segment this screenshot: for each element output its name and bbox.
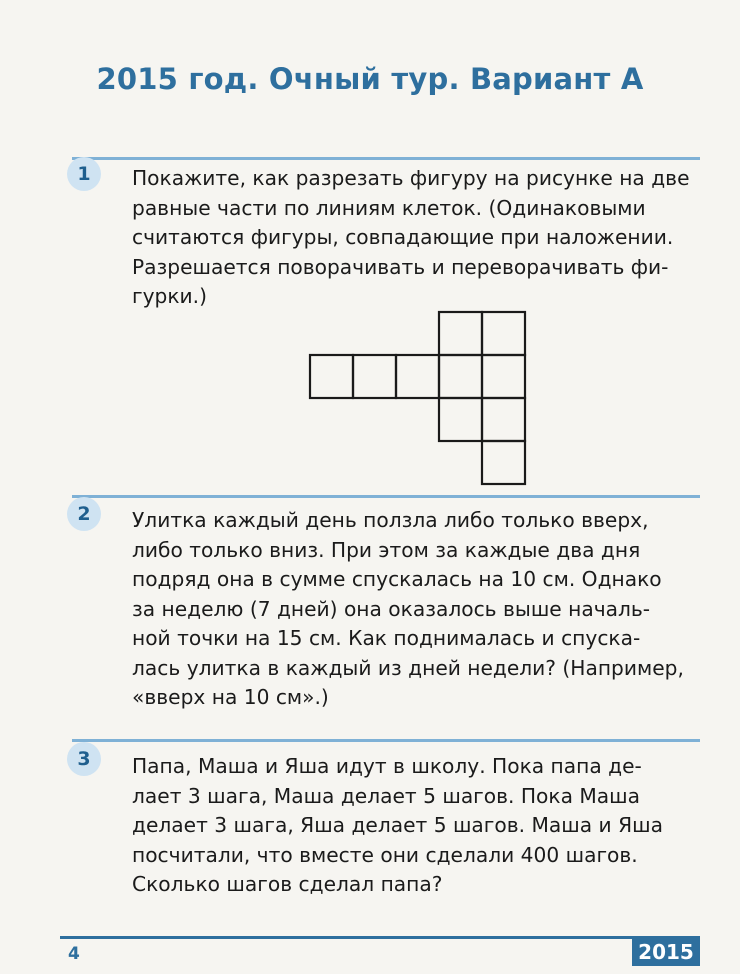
problem-2-line: «вверх на 10 см».) [132,685,329,709]
problem-2-line: Улитка каждый день ползла либо только вверх, [132,508,649,532]
problem-2-line: лась улитка в каждый из дней недели? (Например, [132,655,684,680]
problem-1-line: считаются фигуры, совпадающие при наложении. [132,225,674,249]
grid-cell [439,312,482,355]
problem-3-line: Папа, Маша и Яша идут в школу. Пока папа де- [132,754,642,778]
problem-3-line: посчитали, что вместе они сделали 400 шагов. [132,842,638,867]
page-title: 2015 год. Очный тур. Вариант А [96,62,644,96]
problem-3-line: делает 3 шага, Яша делает 5 шагов. Маша и Яша [132,813,663,837]
problem-2-line: за неделю (7 дней) она оказалось выше началь- [132,596,651,621]
grid-cell [353,355,396,398]
year-tab: 2015 [632,938,700,966]
grid-cell [439,355,482,398]
problem-3-rule [72,739,700,742]
grid-cell [396,355,439,398]
problem-1-line: Покажите, как разрезать фигуру на рисунке на две [132,166,690,190]
footer-rule [60,936,700,939]
problem-2-rule [72,495,700,498]
grid-cell [482,312,525,355]
problem-3-line: лает 3 шага, Маша делает 5 шагов. Пока Маша [132,783,641,808]
grid-cell [482,355,525,398]
problem-3-number-badge: 3 [67,742,101,776]
problem-1-line: Разрешается поворачивать и переворачивать фи- [132,254,669,279]
problem-3-text [132,752,700,900]
page-number: 4 [68,944,80,964]
problem-3-line: Сколько шагов сделал папа? [132,872,443,896]
grid-cell [482,398,525,441]
problem-1-line: гурки.) [132,284,207,308]
problem-1-line: равные части по линиям клеток. (Одинаковыми [132,195,646,220]
problem-2-number-badge: 2 [67,497,101,531]
problem-1-number-badge: 1 [67,157,101,191]
problem-2-line: либо только вниз. При этом за каждые два дня [132,537,641,562]
grid-cell [310,355,353,398]
problem-2-line: ной точки на 15 см. Как поднималась и спуска- [132,626,641,650]
grid-cell [482,441,525,484]
grid-cell [439,398,482,441]
problem-2-line: подряд она в сумме спускалась на 10 см. Однако [132,567,662,591]
problem-2-text [132,506,700,713]
